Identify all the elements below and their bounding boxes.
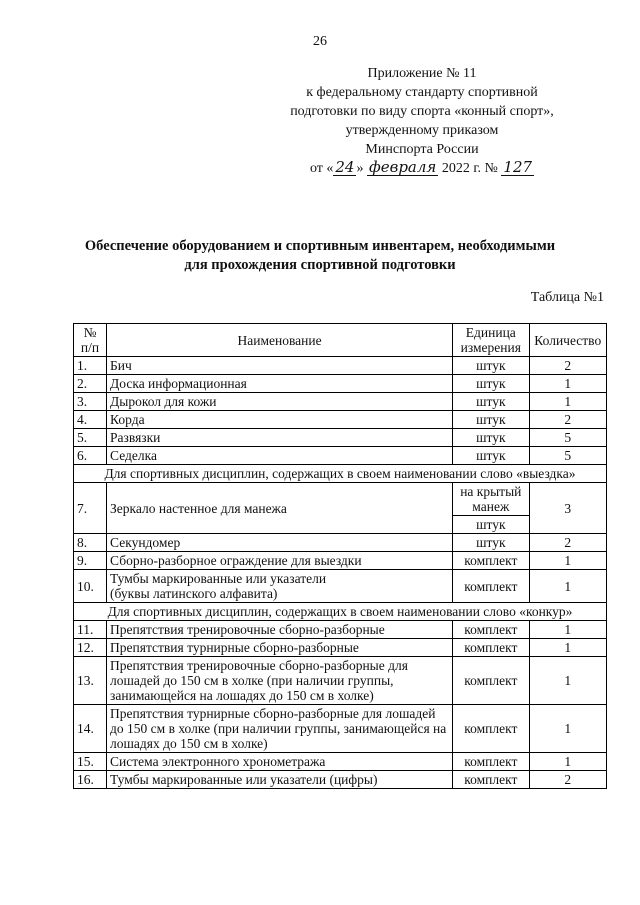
row-unit-note: на крытый манеж [453, 483, 529, 516]
title-line-1: Обеспечение оборудованием и спортивным инвентарем, необходимыми [84, 238, 556, 254]
section-row-dressage [74, 465, 607, 483]
table-row [74, 639, 607, 657]
row-unit: комплект [453, 621, 529, 639]
row-name: Секундомер [107, 534, 453, 552]
row-quantity: 1 [529, 753, 606, 771]
row-name: Дырокол для кожи [107, 393, 453, 411]
row-name: Доска информационная [107, 375, 453, 393]
row-name: Препятствия турнирные сборно-разборные [107, 639, 453, 657]
row-unit: штук [453, 534, 529, 552]
row-number: 5. [74, 429, 107, 447]
header-name: Наименование [107, 324, 453, 357]
row-name: Седелка [107, 447, 453, 465]
row-quantity: 1 [529, 657, 606, 705]
row-unit: штук [453, 375, 529, 393]
handwritten-month: февраля [368, 158, 437, 176]
row-unit: комплект [453, 771, 529, 789]
row-quantity: 2 [529, 771, 606, 789]
date-year: 2022 г. № [441, 161, 498, 176]
appendix-line: к федеральному стандарту спортивной [306, 85, 538, 100]
order-date-line [272, 159, 572, 178]
row-number: 12. [74, 639, 107, 657]
row-number: 13. [74, 657, 107, 705]
row-quantity: 1 [529, 621, 606, 639]
row-quantity: 2 [529, 357, 606, 375]
row-number: 10. [74, 570, 107, 603]
row-unit: штук [453, 516, 529, 534]
table-row [74, 429, 607, 447]
appendix-line: подготовки по виду спорта «конный спорт», [290, 104, 554, 119]
appendix-line: Приложение № 11 [367, 66, 477, 81]
row-unit: штук [453, 357, 529, 375]
table-row [74, 393, 607, 411]
row-unit: комплект [453, 639, 529, 657]
table-label: Таблица №1 [530, 290, 604, 305]
row-name-line: (буквы латинского алфавита) [110, 586, 278, 601]
row-name: Развязки [107, 429, 453, 447]
table-row [74, 411, 607, 429]
row-name: Препятствия тренировочные сборно-разборные для лошадей до 150 см в холке (при наличии группы, занимающейся на лошадях до 150 см в холке) [107, 657, 453, 705]
appendix-line: утвержденному приказом [345, 123, 499, 138]
table-row [74, 753, 607, 771]
row-name: Зеркало настенное для манежа [107, 483, 453, 534]
row-number: 11. [74, 621, 107, 639]
table-row [74, 570, 607, 603]
row-number: 2. [74, 375, 107, 393]
row-quantity: 1 [529, 393, 606, 411]
row-number: 16. [74, 771, 107, 789]
header-quantity: Количество [529, 324, 606, 357]
row-quantity: 3 [529, 483, 606, 534]
appendix-line: Минспорта России [365, 142, 479, 157]
table-row [74, 657, 607, 705]
row-number: 6. [74, 447, 107, 465]
row-name: Препятствия турнирные сборно-разборные для лошадей до 150 см в холке (при наличии группы, занимающейся на лошадях до 150 см в холке) [107, 705, 453, 753]
handwritten-day: 24 [335, 158, 355, 176]
row-name: Корда [107, 411, 453, 429]
row-unit: комплект [453, 705, 529, 753]
row-number: 7. [74, 483, 107, 534]
date-prefix: от « [309, 161, 334, 176]
date-day-close: » [356, 161, 364, 176]
section-row-jumping [74, 603, 607, 621]
section-title: Для спортивных дисциплин, содержащих в своем наименовании слово «конкур» [74, 603, 607, 621]
row-unit: комплект [453, 570, 529, 603]
row-name: Тумбы маркированные или указатели (цифры) [107, 771, 453, 789]
row-number: 15. [74, 753, 107, 771]
row-number: 1. [74, 357, 107, 375]
header-unit: Единица измерения [453, 324, 529, 357]
header-number: № п/п [74, 324, 107, 357]
row-number: 9. [74, 552, 107, 570]
table-row [74, 705, 607, 753]
row-number: 4. [74, 411, 107, 429]
row-unit: штук [453, 429, 529, 447]
document-title [50, 237, 590, 275]
row-unit: комплект [453, 552, 529, 570]
row-quantity: 2 [529, 411, 606, 429]
table-row [74, 771, 607, 789]
table-row [74, 375, 607, 393]
row-unit: комплект [453, 753, 529, 771]
row-name: Сборно-разборное ограждение для выездки [107, 552, 453, 570]
handwritten-order-number: 127 [503, 158, 533, 176]
row-quantity: 2 [529, 534, 606, 552]
table-header-row [74, 324, 607, 357]
row-quantity: 1 [529, 552, 606, 570]
table-row [74, 483, 607, 516]
row-unit: штук [453, 447, 529, 465]
row-quantity: 5 [529, 429, 606, 447]
page-number: 26 [313, 34, 327, 49]
row-quantity: 1 [529, 639, 606, 657]
table-row [74, 552, 607, 570]
table-row [74, 447, 607, 465]
row-quantity: 1 [529, 375, 606, 393]
equipment-table [73, 323, 607, 789]
row-unit: штук [453, 411, 529, 429]
row-name: Бич [107, 357, 453, 375]
row-unit: штук [453, 393, 529, 411]
row-number: 8. [74, 534, 107, 552]
table-row [74, 621, 607, 639]
row-name: Препятствия тренировочные сборно-разборные [107, 621, 453, 639]
row-quantity: 1 [529, 570, 606, 603]
row-name: Система электронного хронометража [107, 753, 453, 771]
table-row [74, 357, 607, 375]
row-number: 14. [74, 705, 107, 753]
row-unit: комплект [453, 657, 529, 705]
row-number: 3. [74, 393, 107, 411]
section-title: Для спортивных дисциплин, содержащих в своем наименовании слово «выездка» [74, 465, 607, 483]
row-name-line: Тумбы маркированные или указатели [110, 571, 327, 586]
row-quantity: 5 [529, 447, 606, 465]
appendix-header [272, 64, 572, 178]
row-quantity: 1 [529, 705, 606, 753]
title-line-2: для прохождения спортивной подготовки [184, 257, 456, 273]
table-row [74, 534, 607, 552]
row-name [107, 570, 453, 603]
